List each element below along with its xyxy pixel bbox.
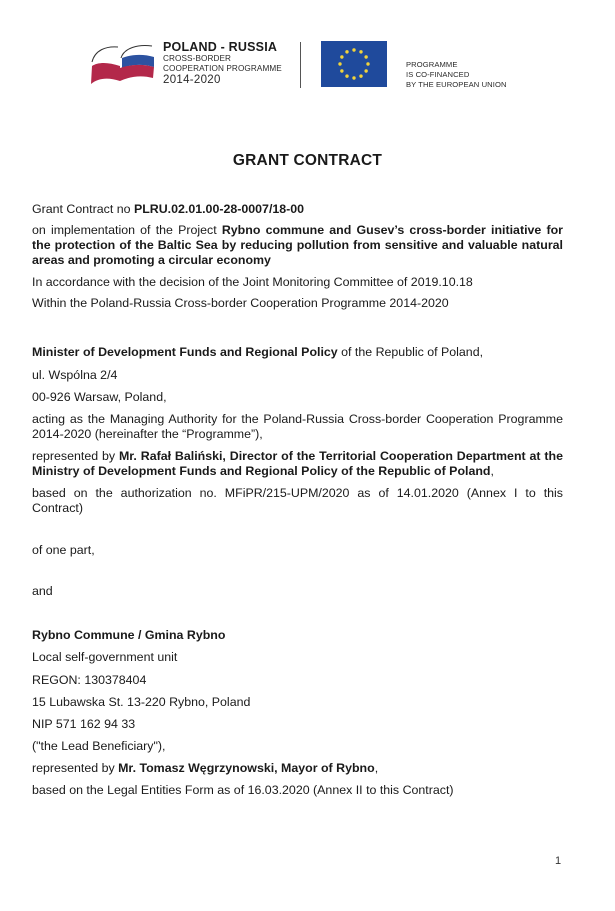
eu-star-icon	[345, 50, 348, 53]
programme-subtitle-1: CROSS-BORDER	[163, 54, 232, 63]
eu-star-icon	[352, 76, 355, 79]
party1-closing: of one part,	[32, 543, 95, 557]
eu-star-icon	[359, 74, 362, 77]
project-paragraph	[32, 223, 563, 268]
party1-name-line	[32, 345, 483, 360]
contract-number: PLRU.02.01.00-28-0007/18-00	[133, 202, 305, 216]
programme-name-block	[163, 40, 282, 87]
party2-address: 15 Lubawska St. 13-220 Rybno, Poland	[32, 695, 251, 709]
project-name: Rybno commune and Gusev’s cross-border initiative for the protection of the Baltic Sea by reducing pollution from sensitive and valuable natural areas and promoting a circular economy	[32, 223, 564, 267]
jmc-decision-line: In accordance with the decision of the Joint Monitoring Committee of 2019.10.18	[32, 275, 473, 289]
party1-represented-prefix: represented by	[32, 449, 119, 463]
eu-star-icon	[340, 69, 343, 72]
party2-basis: based on the Legal Entities Form as of 16.03.2020 (Annex II to this Contract)	[32, 783, 454, 797]
document-title: GRANT CONTRACT	[232, 152, 383, 169]
party1-role: acting as the Managing Authority for the Poland-Russia Cross-border Cooperation Programme 2014-2020 (hereinafter the “Programme”),	[32, 412, 563, 441]
party2-type: Local self-government unit	[32, 650, 178, 664]
party2-regon: REGON: 130378404	[32, 673, 147, 687]
eu-star-icon	[340, 55, 343, 58]
party2-nip: NIP 571 162 94 33	[32, 717, 136, 731]
eu-text-line-2: IS CO-FINANCED	[406, 70, 470, 79]
contract-number-line	[32, 202, 304, 217]
party2-representation	[32, 761, 378, 776]
eu-text-line-3: BY THE EUROPEAN UNION	[406, 80, 507, 89]
header-divider	[300, 42, 301, 88]
document-header	[0, 0, 615, 100]
party1-representation	[32, 449, 563, 479]
within-programme-line: Within the Poland-Russia Cross-border Cooperation Programme 2014-2020	[32, 296, 449, 310]
party2-name	[32, 628, 225, 643]
party2-alias: ("the Lead Beneficiary"),	[32, 739, 166, 753]
page-number: 1	[555, 855, 562, 867]
and-conjunction: and	[32, 584, 53, 598]
programme-years: 2014-2020	[163, 74, 221, 86]
eu-flag-icon	[321, 41, 387, 87]
eu-cofinance-text	[406, 60, 507, 90]
party1-authorization: based on the authorization no. MFiPR/215-UPM/2020 as of 14.01.2020 (Annex I to this Contract)	[32, 486, 563, 515]
eu-star-icon	[364, 69, 367, 72]
eu-star-icon	[338, 62, 341, 65]
party2-representative: Mr. Tomasz Węgrzynowski, Mayor of Rybno	[118, 761, 375, 775]
party1-city: 00-926 Warsaw, Poland,	[32, 390, 167, 404]
party2-name-text: Rybno Commune / Gmina Rybno	[32, 628, 226, 642]
party2-represented-suffix: ,	[374, 761, 379, 775]
party1-representative: Mr. Rafał Baliński, Director of the Territorial Cooperation Department at the Ministry of Development Funds and Regional Policy of the Republic of Poland	[32, 449, 563, 478]
party1-street: ul. Wspólna 2/4	[32, 368, 118, 382]
eu-star-icon	[345, 74, 348, 77]
programme-title: POLAND - RUSSIA	[163, 40, 278, 54]
project-intro: on implementation of the Project	[32, 223, 222, 237]
party2-represented-prefix: represented by	[32, 761, 119, 775]
poland-russia-flag-logo-icon	[86, 40, 158, 92]
party1-represented-suffix: ,	[490, 464, 494, 478]
party1-name-suffix: of the Republic of Poland,	[337, 345, 484, 359]
programme-subtitle-2: COOPERATION PROGRAMME	[163, 64, 282, 73]
party1-name: Minister of Development Funds and Regional Policy	[32, 345, 338, 359]
eu-text-line-1: PROGRAMME	[406, 60, 458, 69]
contract-number-label: Grant Contract no	[32, 202, 134, 216]
eu-star-icon	[359, 50, 362, 53]
eu-star-icon	[364, 55, 367, 58]
eu-star-icon	[366, 62, 369, 65]
eu-star-icon	[352, 48, 355, 51]
